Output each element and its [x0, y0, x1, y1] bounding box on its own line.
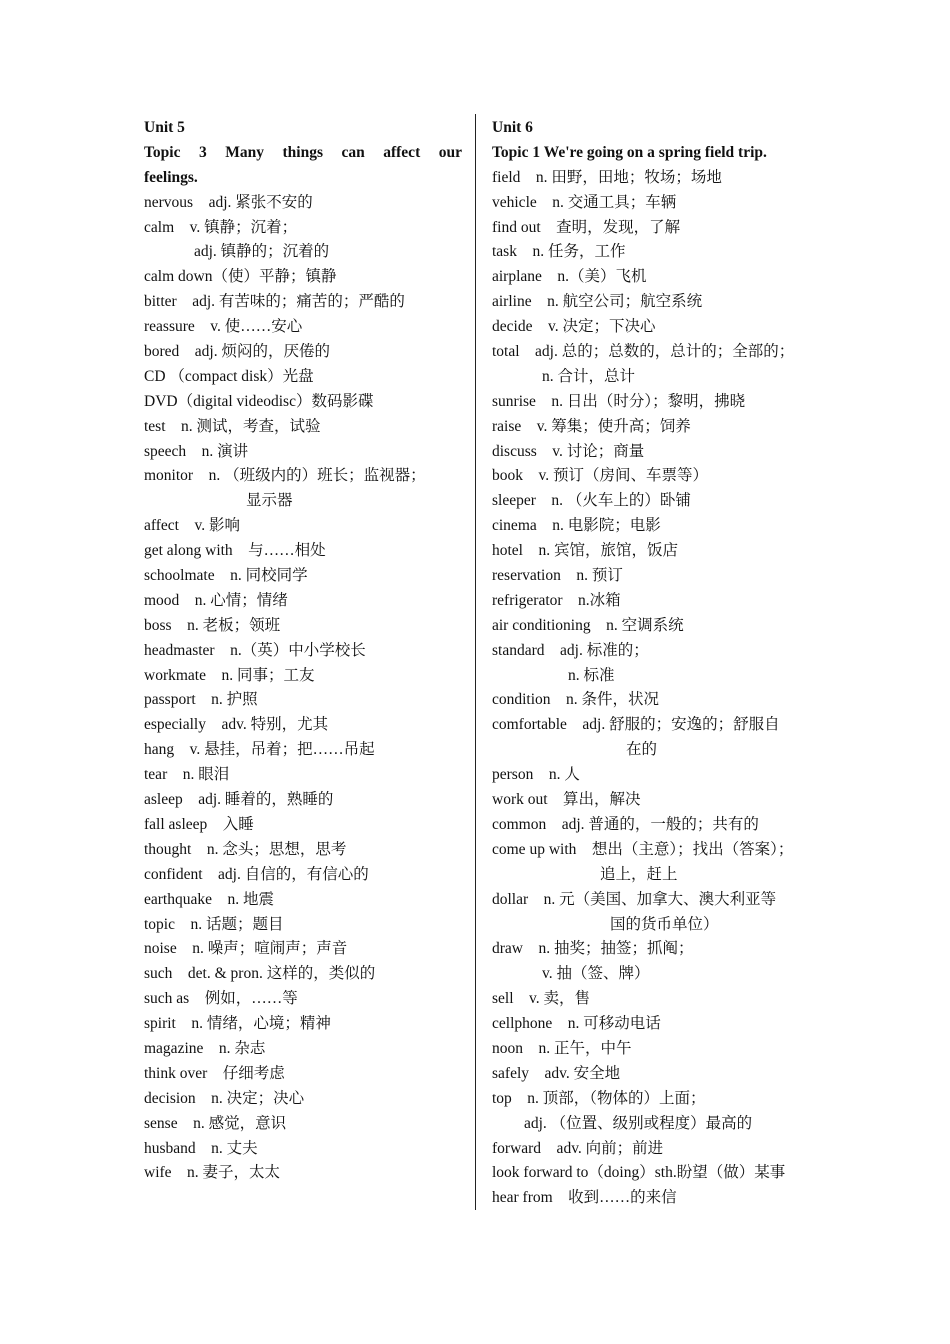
- vocab-entry: earthquake n. 地震: [144, 890, 274, 908]
- vocab-entry: calm v. 镇静；沉着；: [144, 218, 298, 236]
- vocab-entry: come up with 想出（主意）；找出（答案）；: [492, 840, 794, 858]
- vocab-entry: noise n. 噪声；喧闹声；声音: [144, 940, 348, 958]
- vocab-entry: common adj. 普通的，一般的；共有的: [492, 815, 759, 833]
- vocab-entry: husband n. 丈夫: [144, 1139, 258, 1157]
- vocab-entry-continuation: n. 合计，总计: [542, 367, 636, 385]
- vocab-entry: condition n. 条件，状况: [492, 691, 660, 709]
- vocab-entry: dollar n. 元（美国、加拿大、澳大利亚等: [492, 890, 777, 908]
- vocab-entry: hear from 收到……的来信: [492, 1189, 677, 1207]
- vocab-entry: fall asleep 入睡: [144, 815, 254, 833]
- topic-word: 3: [198, 143, 207, 161]
- vocab-entry: passport n. 护照: [144, 691, 258, 709]
- vocab-entry: find out 查明，发现，了解: [492, 218, 681, 236]
- vocab-entry-continuation: 国的货币单位）: [610, 915, 719, 933]
- vocab-entry: sleeper n. （火车上的）卧铺: [492, 492, 691, 510]
- vocab-entry: reassure v. 使……安心: [144, 318, 303, 336]
- vocab-entry: decision n. 决定；决心: [144, 1089, 305, 1107]
- vocab-entry: get along with 与……相处: [144, 542, 326, 560]
- vocab-entry: hotel n. 宾馆，旅馆，饭店: [492, 542, 678, 560]
- vocab-entry: task n. 任务，工作: [492, 243, 626, 261]
- vocab-entry: field n. 田野，田地；牧场；场地: [492, 168, 722, 186]
- vocab-entry: such as 例如，……等: [144, 990, 298, 1008]
- vocab-entry: noon n. 正午，中午: [492, 1039, 632, 1057]
- vocab-entry: confident adj. 自信的，有信心的: [144, 865, 369, 883]
- vocab-entry: safely adv. 安全地: [492, 1064, 621, 1082]
- vocab-entry: standard adj. 标准的；: [492, 641, 649, 659]
- vocab-entry: spirit n. 情绪，心境；精神: [144, 1015, 331, 1033]
- vocab-entry: thought n. 念头；思想，思考: [144, 840, 347, 858]
- vocab-entry-continuation: adj. 镇静的；沉着的: [194, 243, 330, 261]
- vocab-entry: airline n. 航空公司；航空系统: [492, 293, 703, 311]
- vocab-entry: tear n. 眼泪: [144, 766, 230, 784]
- vocab-entry: book v. 预订（房间、车票等）: [492, 467, 708, 485]
- vocab-entry: DVD（digital videodisc）数码影碟: [144, 392, 374, 410]
- vocab-entry: mood n. 心情；情绪: [144, 591, 288, 609]
- vocab-entry: headmaster n.（英）中小学校长: [144, 641, 366, 659]
- topic-word: our: [438, 143, 462, 161]
- vocab-entry: look forward to（doing）sth.盼望（做）某事: [492, 1164, 786, 1182]
- vocabulary-list: [144, 191, 462, 1187]
- topic-heading: Topic 1 We're going on a spring field trip.: [492, 143, 767, 161]
- vocab-entry-continuation: adj. （位置、级别或程度）最高的: [524, 1114, 753, 1132]
- vocab-entry: vehicle n. 交通工具；车辆: [492, 193, 677, 211]
- vocab-entry: hang v. 悬挂，吊着；把……吊起: [144, 741, 375, 759]
- unit-heading: Unit 5: [144, 119, 185, 136]
- vocab-entry: test n. 测试，考查，试验: [144, 417, 321, 435]
- vocab-entry: boss n. 老板；领班: [144, 616, 281, 634]
- vocab-entry: raise v. 筹集；使升高；饲养: [492, 417, 691, 435]
- right-column: [492, 116, 814, 1211]
- vocab-entry: think over 仔细考虑: [144, 1064, 285, 1082]
- vocab-entry: cellphone n. 可移动电话: [492, 1015, 661, 1033]
- vocab-entry: nervous adj. 紧张不安的: [144, 193, 313, 211]
- vocab-entry: reservation n. 预订: [492, 567, 623, 585]
- topic-heading-continued: feelings.: [144, 168, 198, 186]
- vocab-entry: bitter adj. 有苦味的；痛苦的；严酷的: [144, 293, 405, 311]
- vocab-entry-continuation: 追上，赶上: [600, 865, 678, 883]
- vocab-entry: cinema n. 电影院；电影: [492, 517, 661, 535]
- vocab-entry: airplane n.（美）飞机: [492, 268, 647, 286]
- vocab-entry: such det. & pron. 这样的，类似的: [144, 965, 376, 983]
- vocab-entry: sell v. 卖，售: [492, 990, 591, 1008]
- topic-word: affect: [383, 143, 421, 161]
- vocab-entry: monitor n. （班级内的）班长；监视器；: [144, 467, 426, 485]
- topic-heading: [144, 141, 462, 166]
- left-column: [144, 116, 462, 1186]
- vocabulary-list: [492, 166, 814, 1211]
- vocab-entry: especially adv. 特别，尤其: [144, 716, 329, 734]
- topic-word: can: [341, 143, 365, 161]
- topic-word: Many: [225, 143, 264, 161]
- vocab-entry-continuation: n. 标准: [568, 666, 615, 684]
- column-divider: [475, 114, 476, 1210]
- vocab-entry: top n. 顶部，（物体的）上面；: [492, 1089, 706, 1107]
- vocab-entry: wife n. 妻子，太太: [144, 1164, 281, 1182]
- vocab-entry: speech n. 演讲: [144, 442, 249, 460]
- vocab-entry: asleep adj. 睡着的，熟睡的: [144, 791, 334, 809]
- vocab-entry: total adj. 总的；总数的，总计的；全部的；: [492, 343, 795, 361]
- vocab-entry: comfortable adj. 舒服的；安逸的；舒服自: [492, 716, 780, 734]
- vocab-entry: forward adv. 向前；前进: [492, 1139, 664, 1157]
- vocab-entry: topic n. 话题；题目: [144, 915, 284, 933]
- vocab-entry: discuss v. 讨论；商量: [492, 442, 645, 460]
- topic-word: things: [282, 143, 323, 161]
- vocab-entry: decide v. 决定；下决心: [492, 318, 656, 336]
- vocab-entry: affect v. 影响: [144, 517, 240, 535]
- vocab-entry: sense n. 感觉，意识: [144, 1114, 287, 1132]
- vocab-entry: workmate n. 同事；工友: [144, 666, 315, 684]
- vocab-entry: bored adj. 烦闷的，厌倦的: [144, 343, 330, 361]
- vocab-entry: air conditioning n. 空调系统: [492, 616, 684, 634]
- vocab-entry: CD （compact disk）光盘: [144, 367, 314, 385]
- vocab-entry-continuation: 在的: [626, 741, 658, 759]
- vocab-entry: calm down（使）平静；镇静: [144, 268, 337, 286]
- topic-word: Topic: [144, 143, 181, 161]
- vocab-entry: magazine n. 杂志: [144, 1039, 266, 1057]
- vocab-entry-continuation: 显示器: [246, 492, 293, 510]
- unit-heading: Unit 6: [492, 119, 533, 136]
- vocab-entry-continuation: v. 抽（签、牌）: [542, 965, 650, 983]
- vocab-entry: draw n. 抽奖；抽签；抓阄；: [492, 940, 694, 958]
- vocab-entry: sunrise n. 日出（时分）；黎明，拂晓: [492, 392, 746, 410]
- vocab-entry: work out 算出，解决: [492, 791, 641, 809]
- vocab-entry: refrigerator n.冰箱: [492, 591, 621, 609]
- vocab-entry: schoolmate n. 同校同学: [144, 567, 308, 585]
- vocab-entry: person n. 人: [492, 766, 580, 784]
